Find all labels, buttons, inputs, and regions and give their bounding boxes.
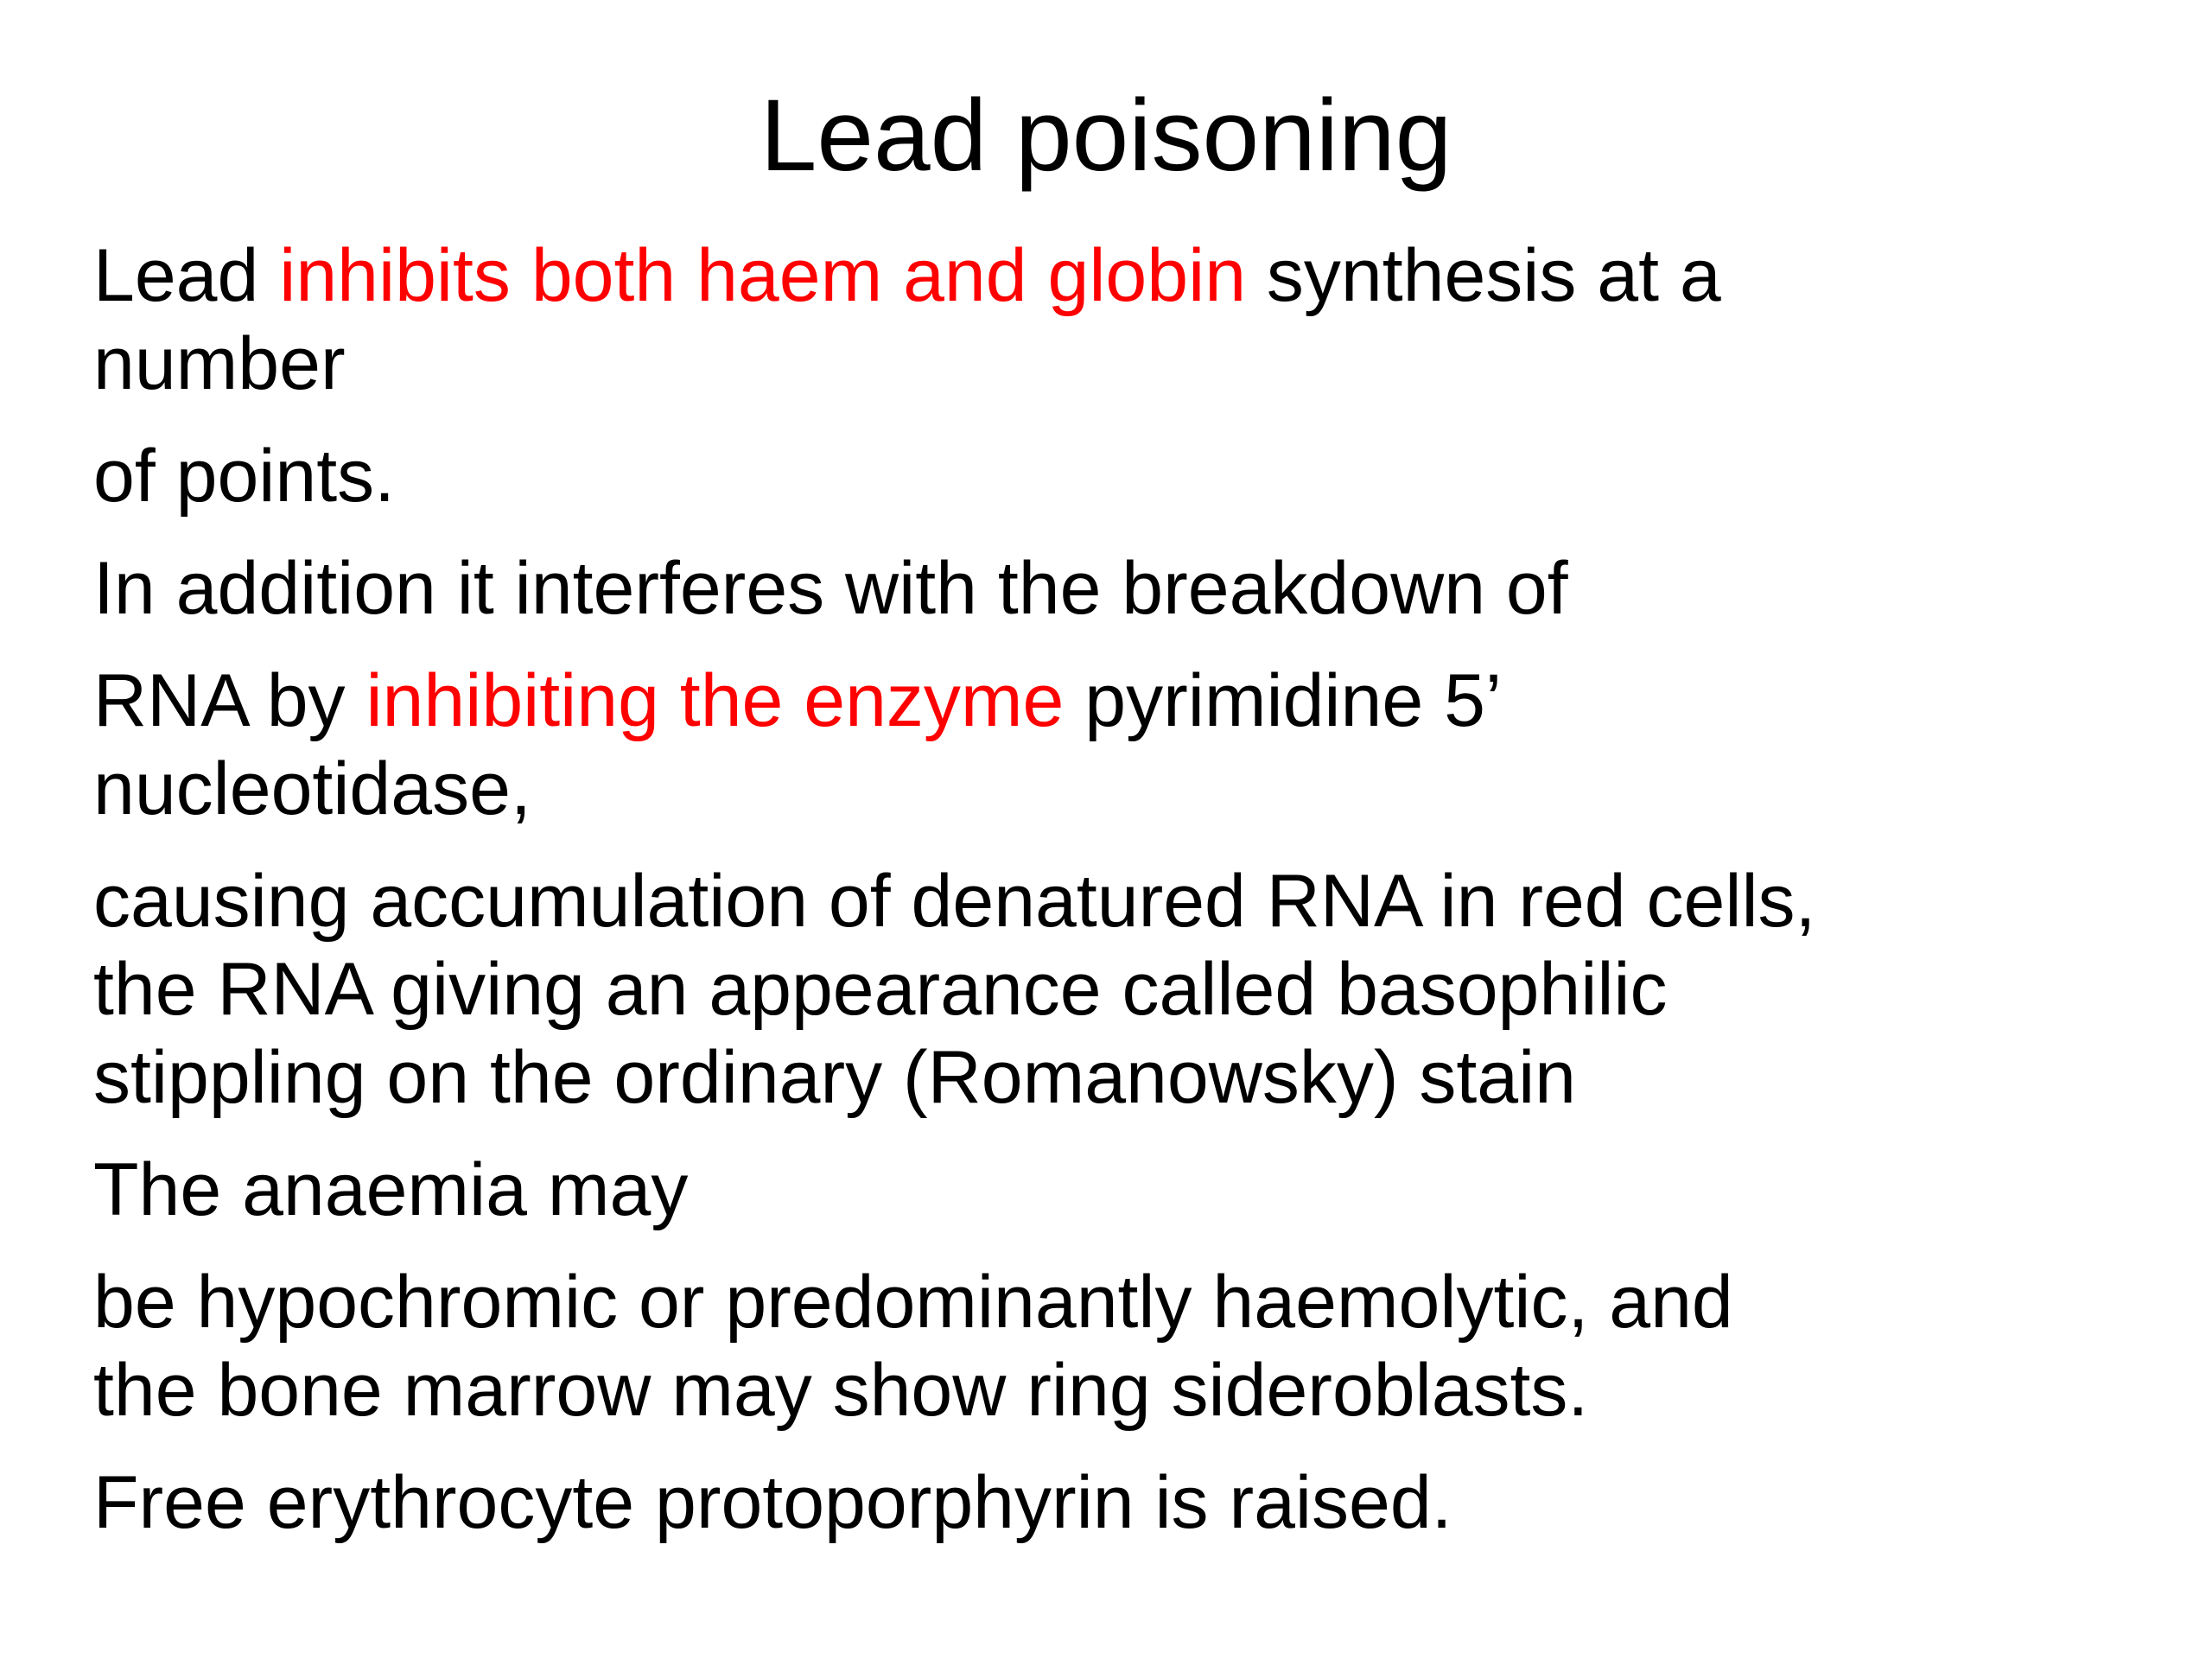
text-run: of points. [93, 435, 395, 518]
text-run: number [93, 322, 346, 405]
text-line [93, 745, 2167, 833]
text-line [93, 657, 2167, 745]
text-run: nucleotidase, [93, 747, 531, 830]
paragraph-of-points [93, 432, 2167, 520]
text-run: Lead [93, 234, 280, 317]
text-line [93, 857, 2167, 945]
text-line [93, 1258, 2167, 1346]
paragraph-in-addition [93, 544, 2167, 632]
text-run: Free erythrocyte protoporphyrin is raised. [93, 1461, 1452, 1544]
text-line [93, 544, 2167, 632]
text-run: RNA by [93, 659, 366, 742]
text-line [93, 432, 2167, 520]
paragraph-rna-enzyme [93, 657, 2167, 833]
text-run: the bone marrow may show ring sideroblasts. [93, 1349, 1589, 1432]
paragraph-anaemia [93, 1146, 2167, 1234]
text-run: be hypochromic or predominantly haemolytic, and [93, 1261, 1733, 1344]
highlighted-text: inhibits both haem and globin [279, 234, 1247, 317]
text-run: stippling on the ordinary (Romanowsky) stain [93, 1036, 1577, 1119]
text-run: causing accumulation of denatured RNA in red cells, [93, 860, 1816, 943]
paragraph-protoporphyrin [93, 1459, 2167, 1547]
paragraph-lead-inhibits [93, 232, 2167, 408]
text-run: the RNA giving an appearance called basophilic [93, 948, 1668, 1031]
text-line [93, 945, 2167, 1033]
text-line [93, 1146, 2167, 1234]
slide-title: Lead poisoning [760, 79, 1452, 193]
text-line [93, 1459, 2167, 1547]
text-run: In addition it interferes with the breakdown of [93, 547, 1568, 630]
text-line [93, 1033, 2167, 1122]
paragraph-hypochromic [93, 1258, 2167, 1434]
text-line [93, 1346, 2167, 1434]
text-line [93, 232, 2167, 320]
text-run: The anaemia may [93, 1148, 689, 1231]
text-run: pyrimidine 5’ [1064, 659, 1503, 742]
highlighted-text: inhibiting the enzyme [365, 659, 1065, 742]
paragraph-basophilic-stippling [93, 857, 2167, 1122]
slide-body [93, 232, 2167, 1547]
text-line [93, 320, 2167, 408]
text-run: synthesis at a [1246, 234, 1721, 317]
